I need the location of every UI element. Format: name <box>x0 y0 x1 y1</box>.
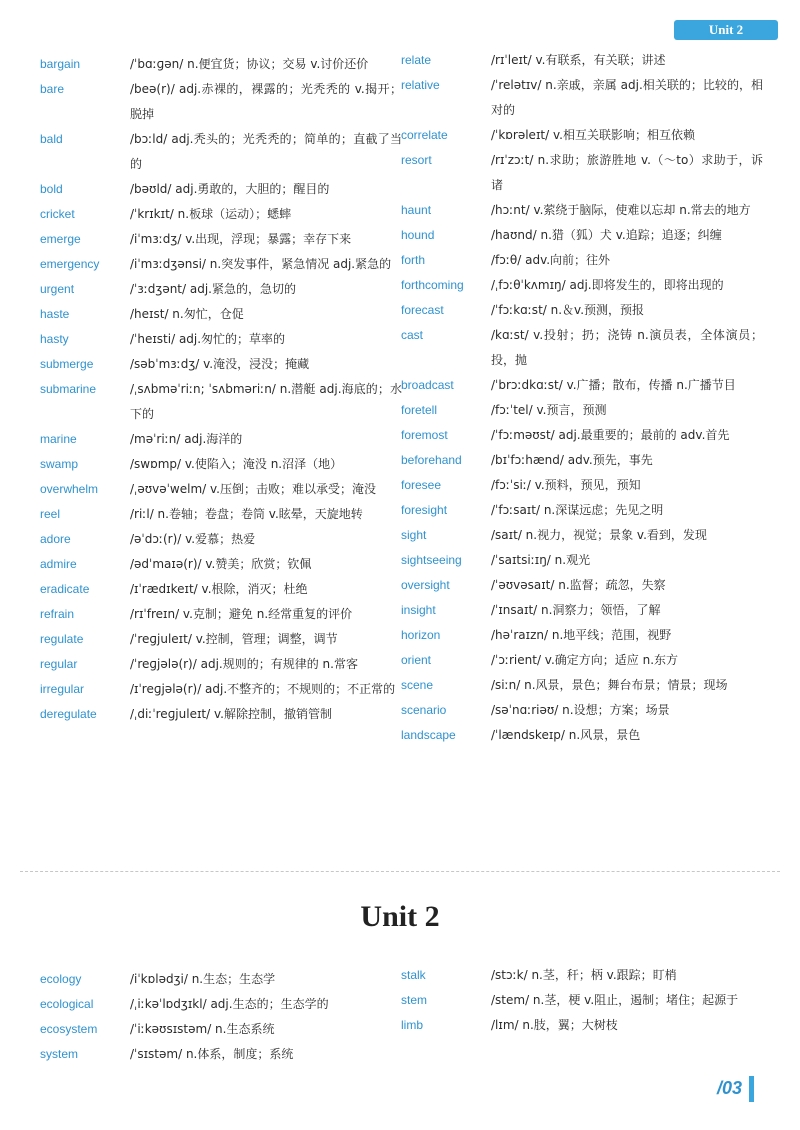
vocab-definition: /rɪˈfreɪn/ v.克制；避免 n.经常重复的评价 <box>130 607 353 621</box>
vocab-entry <box>40 477 402 502</box>
vocab-definition: /rɪˈzɔːt/ n.求助；旅游胜地 v.（～to）求助于，诉诸 <box>491 153 763 192</box>
vocab-definition: /ˈɜːdʒənt/ adj.紧急的，急切的 <box>130 282 296 296</box>
vocab-word: foresight <box>401 503 448 517</box>
section1-right-column <box>401 48 763 748</box>
page-number: /03 <box>716 1078 742 1098</box>
vocab-entry <box>40 1017 402 1042</box>
vocab-word: sightseeing <box>401 553 462 567</box>
vocab-word: adore <box>40 532 71 546</box>
vocab-entry <box>401 298 763 323</box>
vocab-entry <box>401 673 763 698</box>
vocab-definition: /məˈriːn/ adj.海洋的 <box>130 432 243 446</box>
vocab-entry <box>40 427 402 452</box>
vocab-entry <box>401 963 763 988</box>
vocab-entry <box>40 377 402 427</box>
vocab-definition: /haʊnd/ n.猎（狐）犬 v.追踪；追逐；纠缠 <box>491 228 722 242</box>
vocab-entry <box>401 373 763 398</box>
vocab-word: forthcoming <box>401 278 464 292</box>
vocab-word: hasty <box>40 332 69 346</box>
vocab-entry <box>40 352 402 377</box>
vocab-definition: /kɑːst/ v.投射；扔；浇铸 n.演员表，全体演员；投，抛 <box>491 328 763 367</box>
vocab-word: ecology <box>40 972 82 986</box>
vocab-definition: /ˈɪnsaɪt/ n.洞察力；领悟，了解 <box>491 603 661 617</box>
vocab-entry <box>401 1013 763 1038</box>
vocab-word: foresee <box>401 478 442 492</box>
vocab-entry <box>401 623 763 648</box>
vocab-entry <box>40 677 402 702</box>
vocab-definition: /iˈmɜːdʒ/ v.出现，浮现；暴露；幸存下来 <box>130 232 352 246</box>
vocab-entry <box>401 573 763 598</box>
vocab-entry <box>40 202 402 227</box>
vocab-entry <box>40 602 402 627</box>
vocab-entry <box>40 627 402 652</box>
vocab-entry <box>401 73 763 123</box>
vocab-word: ecosystem <box>40 1022 98 1036</box>
section1-left-column <box>40 52 402 727</box>
vocab-definition: /ˈbɑːɡən/ n.便宜货；协议；交易 v.讨价还价 <box>130 57 369 71</box>
vocab-word: submerge <box>40 357 94 371</box>
vocab-entry <box>401 248 763 273</box>
vocab-word: beforehand <box>401 453 462 467</box>
vocab-entry <box>40 652 402 677</box>
vocab-definition: /ɪˈrædɪkeɪt/ v.根除，消灭；杜绝 <box>130 582 308 596</box>
vocab-word: relate <box>401 53 432 67</box>
vocab-entry <box>40 277 402 302</box>
vocab-word: limb <box>401 1018 424 1032</box>
vocab-word: oversight <box>401 578 450 592</box>
vocab-definition: /ˈfɔːməʊst/ adj.最重要的；最前的 adv.首先 <box>491 428 730 442</box>
vocab-definition: /heɪst/ n.匆忙，仓促 <box>130 307 244 321</box>
vocab-definition: /iˈkɒlədʒi/ n.生态；生态学 <box>130 972 276 986</box>
unit-heading: Unit 2 <box>360 900 440 933</box>
vocab-entry <box>40 452 402 477</box>
vocab-word: submarine <box>40 382 97 396</box>
vocab-entry <box>40 552 402 577</box>
vocab-word: marine <box>40 432 77 446</box>
vocab-entry <box>40 252 402 277</box>
vocab-definition: /ˈlændskeɪp/ n.风景，景色 <box>491 728 641 742</box>
vocab-word: haunt <box>401 203 432 217</box>
vocab-entry <box>401 323 763 373</box>
vocab-entry <box>401 148 763 198</box>
vocab-entry <box>401 548 763 573</box>
section2-left-column <box>40 967 402 1067</box>
vocab-definition: /iˈmɜːdʒənsi/ n.突发事件，紧急情况 adj.紧急的 <box>130 257 392 271</box>
vocab-word: horizon <box>401 628 441 642</box>
vocab-definition: /stem/ n.茎，梗 v.阻止，遏制；堵住；起源于 <box>491 993 739 1007</box>
vocab-entry <box>40 702 402 727</box>
vocab-definition: /riːl/ n.卷轴；卷盘；卷筒 v.眩晕，天旋地转 <box>130 507 363 521</box>
vocab-word: relative <box>401 78 440 92</box>
vocab-word: emergency <box>40 257 100 271</box>
vocab-definition: /ˈrelətɪv/ n.亲戚，亲属 adj.相关联的；比较的，相对的 <box>491 78 763 117</box>
vocab-word: hound <box>401 228 435 242</box>
vocab-entry <box>401 698 763 723</box>
vocab-definition: /səˈnɑːriəʊ/ n.设想；方案；场景 <box>491 703 670 717</box>
vocab-word: admire <box>40 557 77 571</box>
vocab-word: swamp <box>40 457 79 471</box>
section2-right-column <box>401 963 763 1038</box>
vocab-entry <box>40 527 402 552</box>
vocab-entry <box>401 473 763 498</box>
vocab-word: correlate <box>401 128 448 142</box>
vocab-word: emerge <box>40 232 81 246</box>
vocab-word: landscape <box>401 728 456 742</box>
vocab-entry <box>40 177 402 202</box>
vocab-definition: /ˌdiːˈreɡjuleɪt/ v.解除控制，撤销管制 <box>130 707 332 721</box>
vocab-word: foretell <box>401 403 438 417</box>
vocab-definition: /fɔːθ/ adv.向前；往外 <box>491 253 611 267</box>
vocab-definition: /ˈfɔːsaɪt/ n.深谋远虑；先见之明 <box>491 503 664 517</box>
vocab-word: deregulate <box>40 707 97 721</box>
vocab-definition: /ˈsɪstəm/ n.体系，制度；系统 <box>130 1047 294 1061</box>
vocab-definition: /bəʊld/ adj.勇敢的，大胆的；醒目的 <box>130 182 330 196</box>
vocab-definition: /ˈkɒrəleɪt/ v.相互关联影响；相互依赖 <box>491 128 695 142</box>
vocab-word: system <box>40 1047 79 1061</box>
vocab-word: stem <box>401 993 428 1007</box>
vocab-entry <box>40 302 402 327</box>
vocab-word: scene <box>401 678 434 692</box>
vocab-entry <box>40 967 402 992</box>
vocab-word: scenario <box>401 703 447 717</box>
vocab-entry <box>401 198 763 223</box>
vocab-word: urgent <box>40 282 75 296</box>
vocab-entry <box>40 127 402 177</box>
vocab-definition: /ˈsaɪtsiːɪŋ/ n.观光 <box>491 553 591 567</box>
vocab-entry <box>401 523 763 548</box>
vocab-word: bald <box>40 132 63 146</box>
vocab-definition: /lɪm/ n.肢，翼；大树枝 <box>491 1018 618 1032</box>
vocab-entry <box>40 992 402 1017</box>
vocab-word: forecast <box>401 303 444 317</box>
vocab-word: overwhelm <box>40 482 99 496</box>
vocab-definition: /ˈheɪsti/ adj.匆忙的；草率的 <box>130 332 286 346</box>
vocab-entry <box>401 723 763 748</box>
vocab-word: haste <box>40 307 70 321</box>
vocab-definition: /rɪˈleɪt/ v.有联系，有关联；讲述 <box>491 53 666 67</box>
vocab-entry <box>401 398 763 423</box>
vocab-word: insight <box>401 603 436 617</box>
vocab-definition: /həˈraɪzn/ n.地平线；范围，视野 <box>491 628 672 642</box>
vocab-entry <box>40 52 402 77</box>
vocab-entry <box>401 988 763 1013</box>
vocab-definition: /siːn/ n.风景，景色；舞台布景；情景；现场 <box>491 678 728 692</box>
vocab-word: reel <box>40 507 61 521</box>
vocab-entry <box>40 502 402 527</box>
vocab-entry <box>401 423 763 448</box>
vocab-definition: /ədˈmaɪə(r)/ v.赞美；欣赏；钦佩 <box>130 557 312 571</box>
vocab-definition: /ˈkrɪkɪt/ n.板球（运动）；蟋蟀 <box>130 207 292 221</box>
vocab-word: regulate <box>40 632 84 646</box>
vocab-word: irregular <box>40 682 85 696</box>
vocab-definition: /hɔːnt/ v.萦绕于脑际，使难以忘却 n.常去的地方 <box>491 203 751 217</box>
vocab-definition: /saɪt/ n.视力，视觉；景象 v.看到，发现 <box>491 528 707 542</box>
vocab-definition: /əˈdɔː(r)/ v.爱慕；热爱 <box>130 532 256 546</box>
vocab-word: refrain <box>40 607 75 621</box>
vocab-entry <box>401 498 763 523</box>
vocab-entry <box>401 448 763 473</box>
vocab-word: sight <box>401 528 427 542</box>
page-number-bar <box>749 1076 754 1102</box>
vocab-definition: /ˈfɔːkɑːst/ n.＆v.预测，预报 <box>491 303 645 317</box>
vocab-word: ecological <box>40 997 94 1011</box>
vocab-word: bold <box>40 182 63 196</box>
unit-tab: Unit 2 <box>674 20 778 40</box>
vocab-definition: /fɔːˈsiː/ v.预料，预见，预知 <box>491 478 641 492</box>
vocab-word: orient <box>401 653 432 667</box>
vocab-word: stalk <box>401 968 426 982</box>
vocab-word: cast <box>401 328 424 342</box>
vocab-definition: /fɔːˈtel/ v.预言，预测 <box>491 403 607 417</box>
vocab-definition: /ˈiːkəʊsɪstəm/ n.生态系统 <box>130 1022 275 1036</box>
vocab-word: cricket <box>40 207 75 221</box>
vocab-definition: /ɪˈreɡjələ(r)/ adj.不整齐的；不规则的；不正常的 <box>130 682 396 696</box>
vocab-word: eradicate <box>40 582 90 596</box>
vocab-definition: /ˈəʊvəsaɪt/ n.监督；疏忽，失察 <box>491 578 666 592</box>
vocab-entry <box>40 77 402 127</box>
vocab-entry <box>401 48 763 73</box>
vocab-word: bargain <box>40 57 81 71</box>
vocab-word: regular <box>40 657 78 671</box>
vocab-definition: /stɔːk/ n.茎，秆；柄 v.跟踪；盯梢 <box>491 968 677 982</box>
vocab-word: resort <box>401 153 432 167</box>
vocab-definition: /ˌəʊvəˈwelm/ v.压倒；击败；难以承受；淹没 <box>130 482 376 496</box>
vocab-word: forth <box>401 253 426 267</box>
vocab-entry <box>40 1042 402 1067</box>
vocab-word: bare <box>40 82 65 96</box>
vocab-definition: /bɔːld/ adj.秃头的；光秃秃的；简单的；直截了当的 <box>130 132 402 171</box>
vocab-definition: /swɒmp/ v.使陷入；淹没 n.沼泽（地） <box>130 457 343 471</box>
vocab-definition: /ˌfɔːθˈkʌmɪŋ/ adj.即将发生的，即将出现的 <box>491 278 724 292</box>
vocab-definition: /ˈbrɔːdkɑːst/ v.广播；散布，传播 n.广播节目 <box>491 378 736 392</box>
vocab-definition: /bɪˈfɔːhænd/ adv.预先，事先 <box>491 453 653 467</box>
vocab-definition: /ˈreɡjuleɪt/ v.控制，管理；调整，调节 <box>130 632 338 646</box>
vocab-entry <box>401 223 763 248</box>
vocab-definition: /beə(r)/ adj.赤裸的，裸露的；光秃秃的 v.揭开；脱掉 <box>130 82 402 121</box>
vocab-definition: /səbˈmɜːdʒ/ v.淹没，浸没；掩藏 <box>130 357 310 371</box>
vocab-entry <box>40 327 402 352</box>
vocab-word: broadcast <box>401 378 454 392</box>
vocab-entry <box>401 123 763 148</box>
vocab-entry <box>40 227 402 252</box>
vocab-entry <box>401 273 763 298</box>
vocab-definition: /ˌsʌbməˈriːn; ˈsʌbməriːn/ n.潜艇 adj.海底的；水下的 <box>130 382 402 421</box>
vocab-word: foremost <box>401 428 448 442</box>
vocab-entry <box>401 648 763 673</box>
vocab-definition: /ˌiːkəˈlɒdʒɪkl/ adj.生态的；生态学的 <box>130 997 329 1011</box>
vocab-entry <box>40 577 402 602</box>
vocab-definition: /ˈreɡjələ(r)/ adj.规则的；有规律的 n.常客 <box>130 657 358 671</box>
vocab-definition: /ˈɔːrient/ v.确定方向；适应 n.东方 <box>491 653 679 667</box>
vocab-entry <box>401 598 763 623</box>
section-divider <box>20 871 780 872</box>
